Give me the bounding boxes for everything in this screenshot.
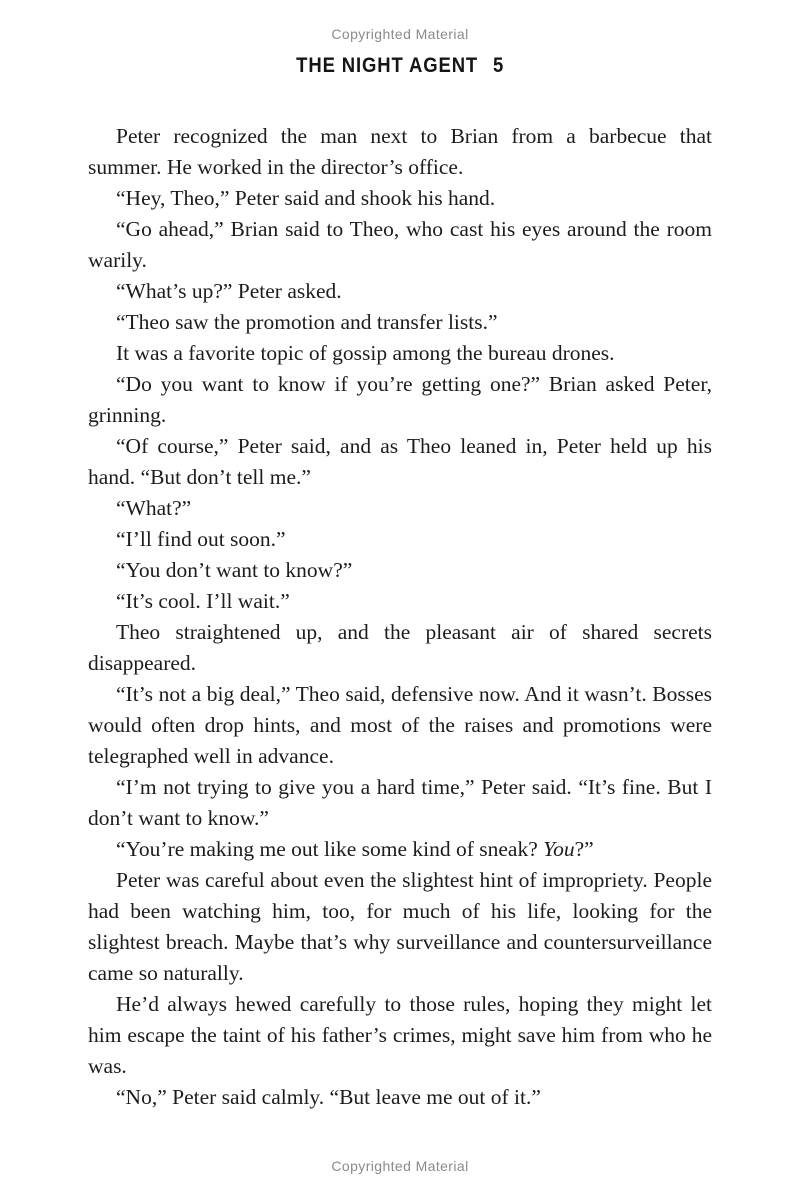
paragraph <box>88 679 712 772</box>
paragraph <box>88 834 712 865</box>
text-run: Theo straightened up, and the pleasant air of shared secrets disappeared. <box>88 620 712 675</box>
text-run: ?” <box>574 837 594 861</box>
paragraph <box>88 214 712 276</box>
text-run: He’d always hewed carefully to those rules, hoping they might let him escape the taint of his father’s crimes, might save him from who he was. <box>88 992 712 1078</box>
text-run: “Hey, Theo,” Peter said and shook his hand. <box>116 186 496 210</box>
book-title: THE NIGHT AGENT <box>295 54 478 77</box>
text-run: “I’m not trying to give you a hard time,” Peter said. “It’s fine. But I don’t want to know.” <box>88 775 712 830</box>
paragraph <box>88 555 712 586</box>
paragraph <box>88 772 712 834</box>
paragraph <box>88 276 712 307</box>
text-run: “What?” <box>116 496 192 520</box>
text-run: “It’s cool. I’ll wait.” <box>116 589 290 613</box>
copyright-notice-top: Copyrighted Material <box>331 26 469 42</box>
paragraph <box>88 524 712 555</box>
text-run: “No,” Peter said calmly. “But leave me out of it.” <box>116 1085 541 1109</box>
paragraph <box>88 431 712 493</box>
paragraph <box>88 369 712 431</box>
text-run: Peter was careful about even the slightest hint of impropriety. People had been watching him, too, for much of his life, looking for the slightest breach. Maybe that’s why surveillance and countersurveillance came so naturally. <box>88 868 712 985</box>
paragraph <box>88 183 712 214</box>
text-run: “What’s up?” Peter asked. <box>116 279 342 303</box>
page-number: 5 <box>492 54 505 77</box>
text-run: “Theo saw the promotion and transfer lists.” <box>116 310 498 334</box>
text-run: “It’s not a big deal,” Theo said, defensive now. And it wasn’t. Bosses would often drop hints, and most of the raises and promotions were telegraphed well in advance. <box>88 682 712 768</box>
copyright-notice-bottom: Copyrighted Material <box>331 1158 469 1174</box>
italic-text-run: You <box>543 837 575 861</box>
text-run: “Of course,” Peter said, and as Theo leaned in, Peter held up his hand. “But don’t tell me.” <box>88 434 712 489</box>
running-header <box>0 54 800 78</box>
text-run: “You’re making me out like some kind of sneak? <box>116 837 544 861</box>
paragraph <box>88 307 712 338</box>
text-run: “Go ahead,” Brian said to Theo, who cast his eyes around the room warily. <box>88 217 712 272</box>
book-text <box>88 121 712 1113</box>
text-run: “I’ll find out soon.” <box>116 527 286 551</box>
paragraph <box>88 338 712 369</box>
paragraph <box>88 121 712 183</box>
paragraph <box>88 586 712 617</box>
paragraph <box>88 493 712 524</box>
paragraph <box>88 617 712 679</box>
paragraph <box>88 989 712 1082</box>
text-run: It was a favorite topic of gossip among the bureau drones. <box>116 341 615 365</box>
paragraph <box>88 1082 712 1113</box>
text-run: “Do you want to know if you’re getting one?” Brian asked Peter, grinning. <box>88 372 712 427</box>
paragraph <box>88 865 712 989</box>
text-run: Peter recognized the man next to Brian from a barbecue that summer. He worked in the director’s office. <box>88 124 712 179</box>
text-run: “You don’t want to know?” <box>116 558 353 582</box>
running-header-inner <box>296 54 504 78</box>
